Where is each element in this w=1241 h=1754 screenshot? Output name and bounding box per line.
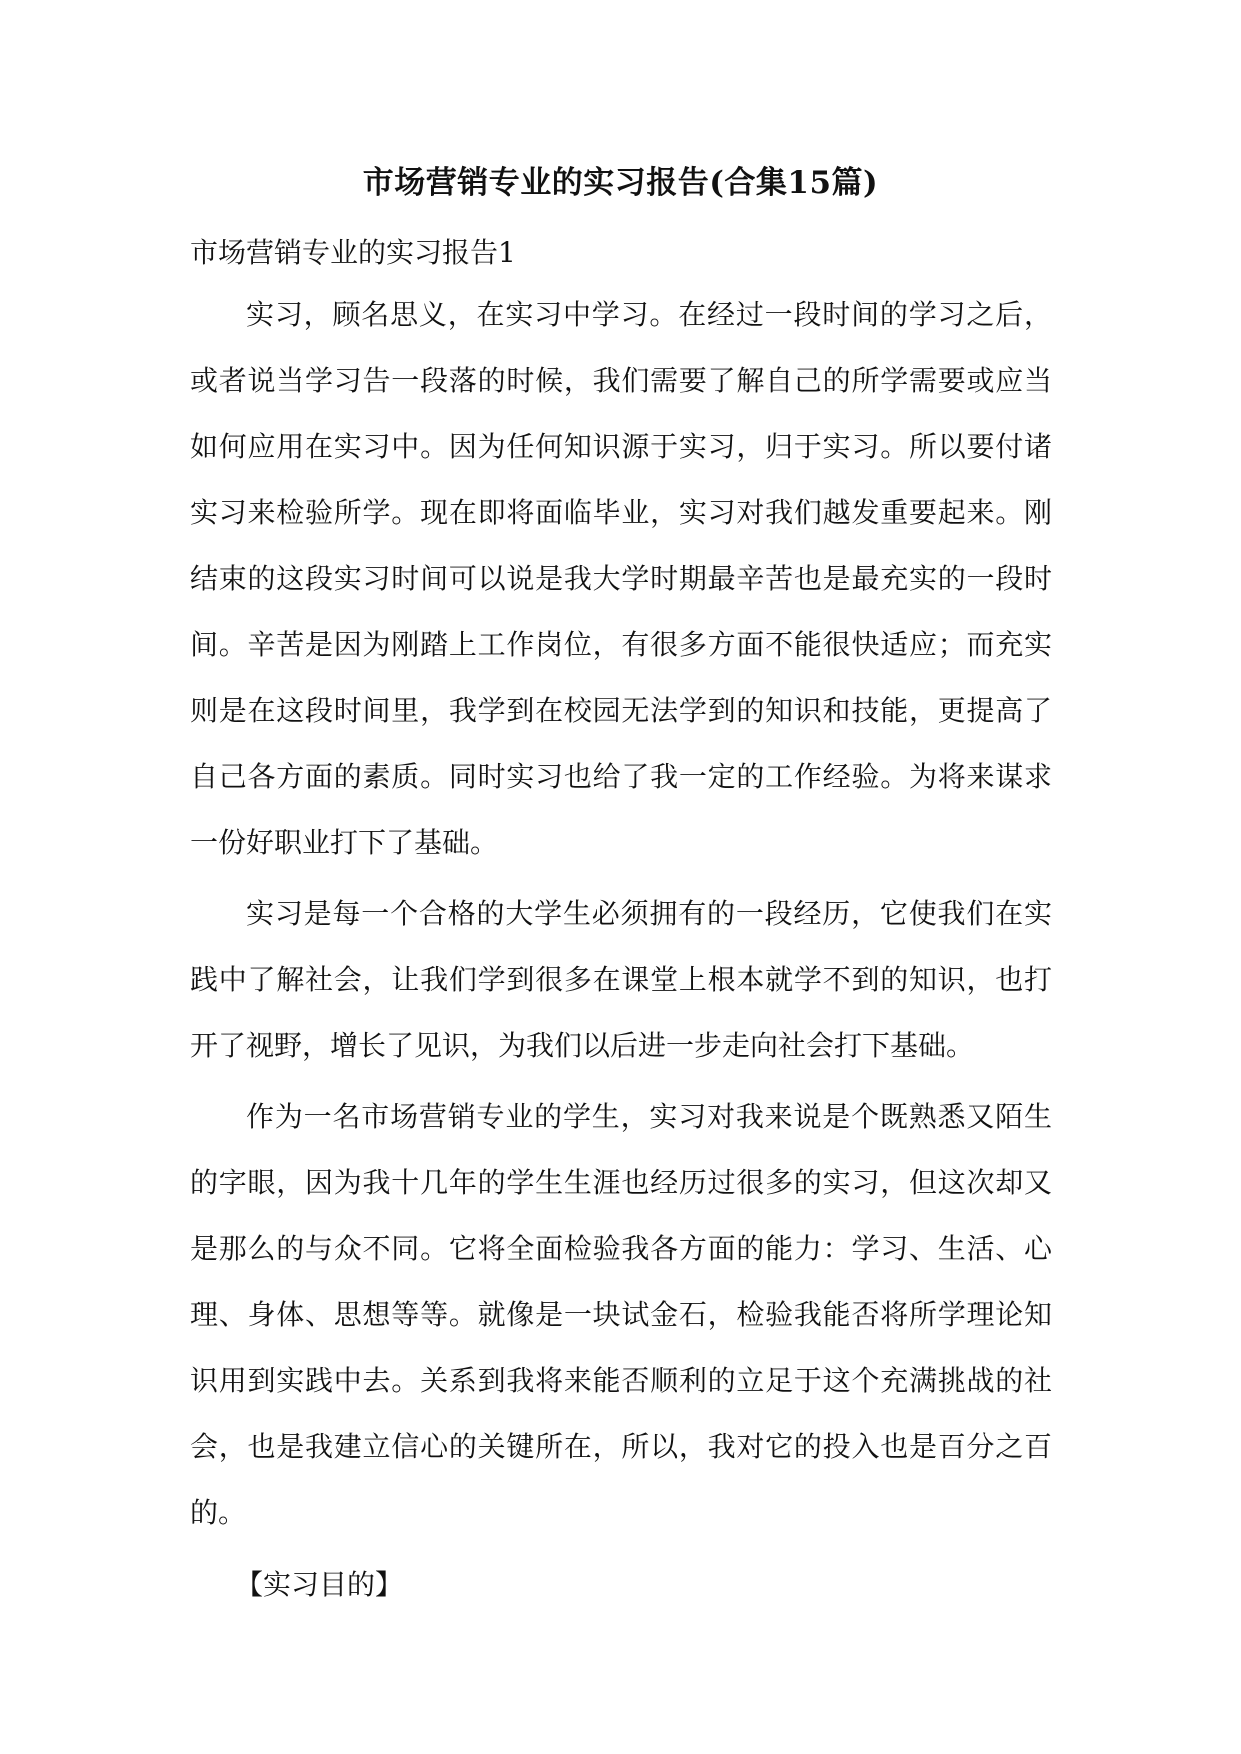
paragraph: 实习，顾名思义，在实习中学习。在经过一段时间的学习之后，或者说当学习告一段落的时候，我们需要了解自己的所学需要或应当如何应用在实习中。因为任何知识源于实习，归于实习。所以要付诸实习来检验所学。现在即将面临毕业，实习对我们越发重要起来。刚结束的这段实习时间可以说是我大学时期最辛苦也是最充实的一段时间。辛苦是因为刚踏上工作岗位，有很多方面不能很快适应；而充实则是在这段时间里，我学到在校园无法学到的知识和技能，更提高了自己各方面的素质。同时实习也给了我一定的工作经验。为将来谋求一份好职业打下了基础。 [190, 298, 1052, 859]
paragraph: 作为一名市场营销专业的学生，实习对我来说是个既熟悉又陌生的字眼，因为我十几年的学生生涯也经历过很多的实习，但这次却又是那么的与众不同。它将全面检验我各方面的能力：学习、生活、心理、身体、思想等等。就像是一块试金石，检验我能否将所学理论知识用到实践中去。关系到我将来能否顺利的立足于这个充满挑战的社会，也是我建立信心的关键所在，所以，我对它的投入也是百分之百的。 [190, 1100, 1052, 1529]
document-body [190, 282, 1052, 1618]
section-heading: 【实习目的】 [235, 1568, 404, 1601]
section-title: 市场营销专业的实习报告1 [190, 236, 516, 269]
paragraph: 实习是每一个合格的大学生必须拥有的一段经历，它使我们在实践中了解社会，让我们学到很多在课堂上根本就学不到的知识，也打开了视野，增长了见识，为我们以后进一步走向社会打下基础。 [190, 897, 1052, 1062]
document-title: 市场营销专业的实习报告(合集15篇) [362, 165, 879, 201]
